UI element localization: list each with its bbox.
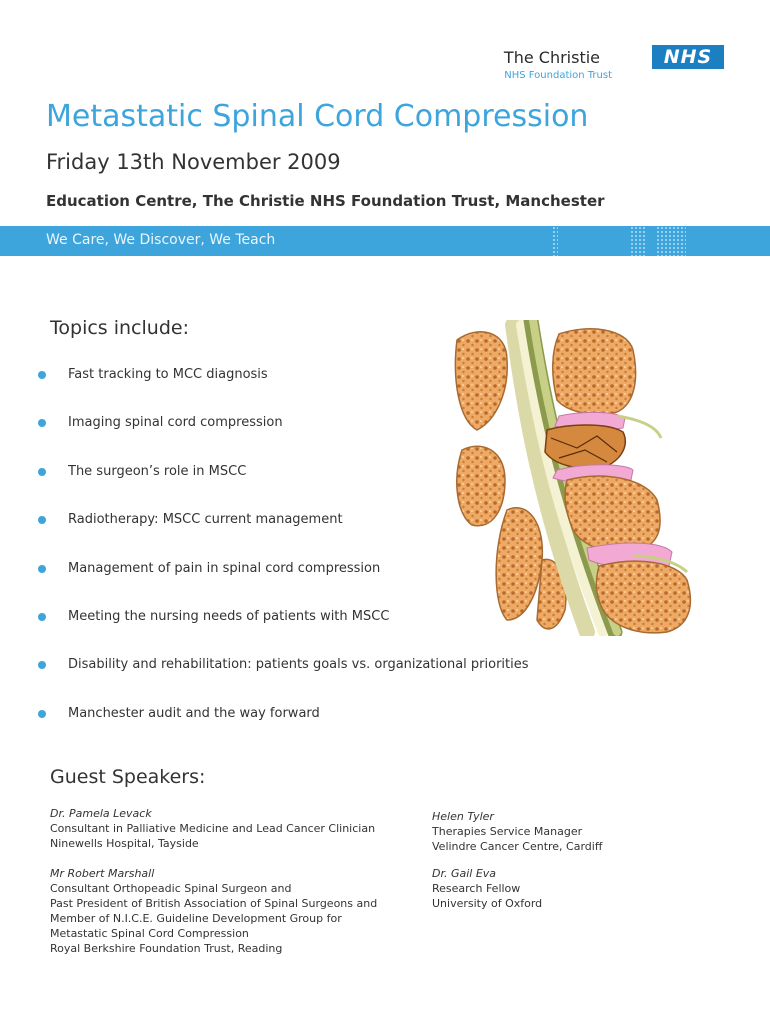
speaker-detail: Consultant in Palliative Medicine and Lead Cancer Clinician (50, 822, 376, 835)
christie-nhs-logo (504, 44, 724, 84)
speaker-detail: Consultant Orthopeadic Spinal Surgeon and (50, 882, 292, 895)
speaker-name: Mr Robert Marshall (50, 867, 155, 880)
topic-text: Imaging spinal cord compression (68, 415, 283, 431)
event-venue: Education Centre, The Christie NHS Foundation Trust, Manchester (46, 192, 605, 210)
band-pattern (656, 226, 686, 256)
speaker-detail: Metastatic Spinal Cord Compression (50, 927, 249, 940)
list-item (38, 705, 598, 753)
speaker-card (432, 866, 542, 911)
speaker-detail: University of Oxford (432, 897, 543, 910)
logo-organisation: The Christie (503, 48, 600, 67)
topic-text: Disability and rehabilitation: patients goals vs. organizational priorities (68, 657, 529, 673)
speakers-heading: Guest Speakers: (50, 766, 206, 788)
speaker-detail: Royal Berkshire Foundation Trust, Reading (50, 942, 283, 955)
tagline: We Care, We Discover, We Teach (46, 232, 276, 248)
bullet-icon (38, 613, 46, 621)
bullet-icon (38, 565, 46, 573)
speaker-detail: Past President of British Association of Spinal Surgeons and (50, 897, 378, 910)
speaker-card (432, 809, 602, 854)
bullet-icon (38, 371, 46, 379)
topic-text: Meeting the nursing needs of patients with MSCC (68, 608, 390, 624)
nhs-badge: NHS (652, 45, 724, 69)
speaker-detail: Therapies Service Manager (432, 825, 583, 838)
topic-text: The surgeon’s role in MSCC (68, 463, 247, 479)
bullet-icon (38, 661, 46, 669)
speaker-detail: Research Fellow (432, 882, 521, 895)
topic-text: Fast tracking to MCC diagnosis (68, 367, 268, 382)
speaker-name: Helen Tyler (432, 810, 494, 823)
speaker-card (50, 866, 377, 956)
speaker-name: Dr. Pamela Levack (50, 807, 152, 820)
topics-heading: Topics include: (50, 317, 189, 339)
bullet-icon (38, 516, 46, 524)
band-pattern (630, 226, 646, 256)
band-pattern (552, 226, 558, 256)
topic-text: Manchester audit and the way forward (68, 705, 320, 721)
bullet-icon (38, 419, 46, 427)
speaker-detail: Velindre Cancer Centre, Cardiff (432, 840, 603, 853)
speaker-detail: Ninewells Hospital, Tayside (50, 837, 199, 850)
bullet-icon (38, 710, 46, 718)
topic-text: Radiotherapy: MSCC current management (68, 512, 343, 528)
topic-text: Management of pain in spinal cord compression (68, 560, 381, 576)
list-item (38, 656, 598, 704)
event-date: Friday 13th November 2009 (46, 150, 341, 174)
speaker-detail: Member of N.I.C.E. Guideline Development Group for (50, 912, 342, 925)
speaker-name: Dr. Gail Eva (432, 867, 497, 880)
spine-cross-section-icon (447, 320, 758, 636)
event-title: Metastatic Spinal Cord Compression (46, 99, 589, 134)
logo-trust: NHS Foundation Trust (504, 70, 612, 81)
bullet-icon (38, 468, 46, 476)
speaker-card (50, 806, 375, 851)
tagline-band (0, 226, 770, 256)
